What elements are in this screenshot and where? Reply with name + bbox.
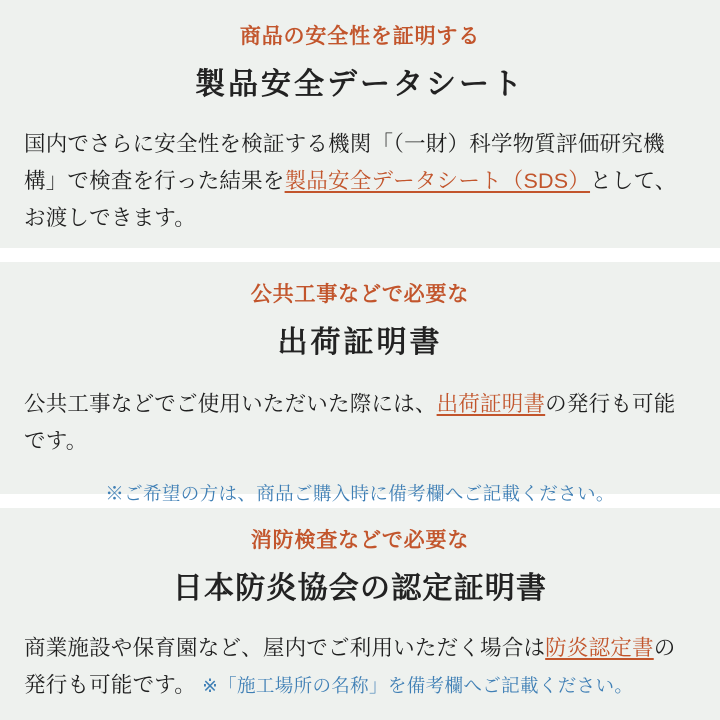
body-text-lead: 公共工事などでご使用いただいた際には、 <box>24 391 437 416</box>
section-eyebrow: 消防検査などで必要な <box>250 529 470 552</box>
section-body <box>24 386 696 460</box>
body-text-highlight: 防炎認定書 <box>545 635 654 660</box>
body-text-tail: として、お渡しできます。 <box>24 168 677 230</box>
body-text-highlight: 製品安全データシート（SDS） <box>284 168 591 193</box>
section-divider <box>0 248 720 262</box>
section-eyebrow: 公共工事などで必要な <box>250 283 470 306</box>
section-headline: 製品安全データシート <box>195 68 525 102</box>
body-text-lead: 商業施設や保育園など、屋内でご利用いただく場合は <box>24 635 546 660</box>
section-headline: 日本防炎協会の認定証明書 <box>172 572 548 606</box>
section-note: ※「施工場所の名称」を備考欄へご記載ください。 <box>202 674 634 696</box>
body-text-lead: 国内でさらに安全性を検証する機関「（一財）科学物質評価研究機構」で検査を行った結果を <box>24 131 665 193</box>
section-fireproof-certificate <box>0 508 720 720</box>
section-eyebrow: 商品の安全性を証明する <box>239 25 481 48</box>
section-headline: 出荷証明書 <box>277 326 443 360</box>
section-body <box>24 630 696 704</box>
section-sds <box>0 0 720 248</box>
section-note: ※ご希望の方は、商品ご購入時に備考欄へご記載ください。 <box>105 482 615 504</box>
section-body <box>24 126 696 237</box>
body-text-tail: の発行も可能です。 <box>24 391 676 453</box>
section-shipping-certificate <box>0 262 720 504</box>
body-text-highlight: 出荷証明書 <box>436 391 546 416</box>
body-text-tail: の発行も可能です。 <box>24 635 676 697</box>
